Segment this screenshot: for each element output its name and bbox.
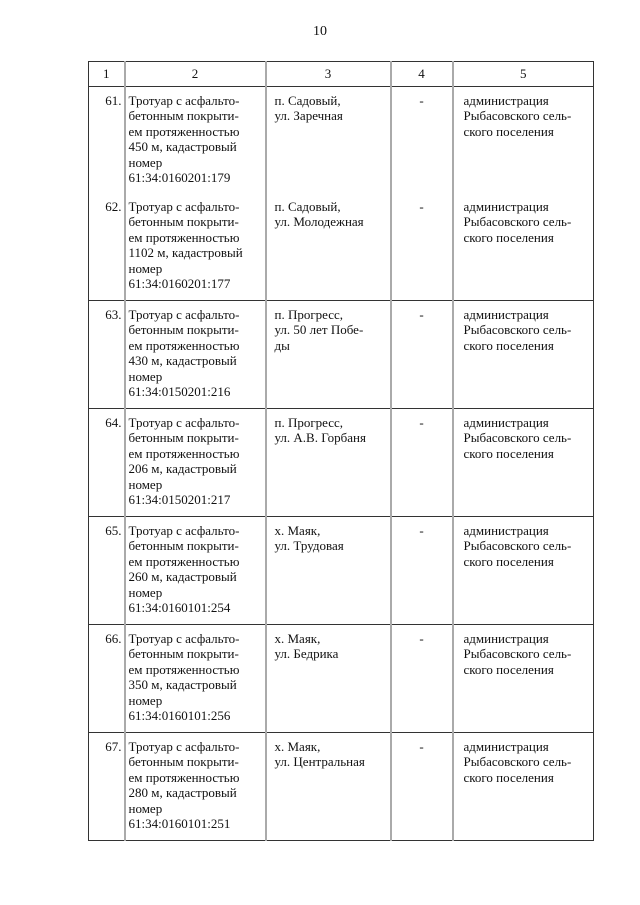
object-description	[125, 193, 266, 301]
table-row	[89, 87, 594, 194]
column-4-value: -	[391, 409, 453, 517]
object-description-line: 206 м, кадастровый	[128, 461, 237, 477]
object-address-line: п. Прогресс,	[274, 307, 344, 322]
object-description-line: Тротуар с асфальто-	[128, 199, 240, 214]
owner-name	[453, 517, 594, 625]
object-description	[125, 517, 266, 625]
object-description-line: ем протяженностью	[128, 769, 240, 785]
owner-name	[453, 301, 594, 409]
column-header: 3	[266, 62, 391, 87]
row-number: 63.	[89, 301, 125, 409]
row-number: 66.	[89, 625, 125, 733]
object-description-line: бетонным покрыти-	[128, 214, 239, 230]
table-header-row	[89, 62, 594, 87]
object-description-line: 350 м, кадастровый	[128, 677, 237, 693]
column-4-value: -	[391, 733, 453, 841]
row-number: 64.	[89, 409, 125, 517]
object-address	[266, 301, 391, 409]
owner-name-line: Рыбасовского сель-	[463, 538, 572, 554]
object-description-line: бетонным покрыти-	[128, 646, 239, 662]
object-address-line: ул. Заречная	[274, 108, 343, 124]
object-description-line: 430 м, кадастровый	[128, 353, 237, 369]
object-description-line: Тротуар с асфальто-	[128, 415, 240, 430]
object-description-line: Тротуар с асфальто-	[128, 739, 240, 754]
column-header: 4	[391, 62, 453, 87]
object-description-line: номер	[128, 368, 163, 384]
object-description-line: 61:34:0160101:256	[128, 708, 231, 724]
column-4-value: -	[391, 517, 453, 625]
object-description	[125, 733, 266, 841]
object-description-line: 1102 м, кадастровый	[128, 245, 243, 261]
object-description-line: бетонным покрыти-	[128, 108, 239, 124]
column-4-value: -	[391, 87, 453, 194]
object-address	[266, 409, 391, 517]
object-description-line: бетонным покрыти-	[128, 430, 239, 446]
owner-name-line: Рыбасовского сель-	[463, 214, 572, 230]
table-row	[89, 733, 594, 841]
owner-name-line: Рыбасовского сель-	[463, 430, 572, 446]
object-address-line: ул. А.В. Горбаня	[274, 430, 366, 446]
column-4-value: -	[391, 625, 453, 733]
object-description-line: ем протяженностью	[128, 445, 240, 461]
object-description-line: Тротуар с асфальто-	[128, 307, 240, 322]
object-address-line: ул. 50 лет Побе-	[274, 322, 364, 338]
object-description-line: бетонным покрыти-	[128, 322, 239, 338]
table-row	[89, 517, 594, 625]
owner-name-line: Рыбасовского сель-	[463, 754, 572, 770]
owner-name-line: ского поселения	[463, 337, 554, 353]
object-address	[266, 625, 391, 733]
object-address	[266, 87, 391, 194]
object-description-line: 280 м, кадастровый	[128, 785, 237, 801]
object-address	[266, 193, 391, 301]
object-description	[125, 625, 266, 733]
owner-name	[453, 733, 594, 841]
object-address-line: ул. Трудовая	[274, 538, 344, 554]
owner-name-line: ского поселения	[463, 661, 554, 677]
object-description-line: ем протяженностью	[128, 661, 240, 677]
owner-name-line: ского поселения	[463, 229, 554, 245]
object-description-line: 61:34:0150201:216	[128, 384, 231, 400]
owner-name	[453, 193, 594, 301]
owner-name	[453, 625, 594, 733]
column-header: 2	[125, 62, 266, 87]
owner-name-line: Рыбасовского сель-	[463, 322, 572, 338]
table-row	[89, 625, 594, 733]
object-address-line: х. Маяк,	[274, 631, 321, 646]
column-header: 1	[89, 62, 125, 87]
object-address-line: ул. Бедрика	[274, 646, 339, 662]
object-description-line: 61:34:0150201:217	[128, 492, 231, 508]
object-description-line: номер	[128, 154, 163, 170]
object-address-line: п. Садовый,	[274, 199, 341, 214]
owner-name-line: ского поселения	[463, 553, 554, 569]
column-4-value: -	[391, 301, 453, 409]
owner-name-line: ского поселения	[463, 445, 554, 461]
column-header: 5	[453, 62, 594, 87]
object-address-line: х. Маяк,	[274, 739, 321, 754]
table-body	[89, 87, 594, 841]
object-description-line: 260 м, кадастровый	[128, 569, 237, 585]
table-row	[89, 409, 594, 517]
table-row	[89, 193, 594, 301]
object-address-line: ул. Центральная	[274, 754, 365, 770]
object-description-line: номер	[128, 584, 163, 600]
object-description-line: Тротуар с асфальто-	[128, 523, 240, 538]
object-address-line: ул. Молодежная	[274, 214, 364, 230]
owner-name	[453, 409, 594, 517]
row-number: 65.	[89, 517, 125, 625]
object-address-line: ды	[274, 337, 290, 353]
object-description-line: 61:34:0160101:254	[128, 600, 231, 616]
owner-name-line: ского поселения	[463, 123, 554, 139]
owner-name-line: администрация	[463, 93, 549, 108]
object-description-line: Тротуар с асфальто-	[128, 631, 240, 646]
object-address	[266, 517, 391, 625]
owner-name	[453, 87, 594, 194]
object-description-line: ем протяженностью	[128, 337, 240, 353]
owner-name-line: администрация	[463, 739, 549, 754]
object-description-line: номер	[128, 800, 163, 816]
object-description-line: бетонным покрыти-	[128, 538, 239, 554]
owner-name-line: ского поселения	[463, 769, 554, 785]
owner-name-line: Рыбасовского сель-	[463, 646, 572, 662]
column-4-value: -	[391, 193, 453, 301]
object-description-line: 61:34:0160201:177	[128, 276, 231, 292]
owner-name-line: администрация	[463, 307, 549, 322]
object-address	[266, 733, 391, 841]
owner-name-line: администрация	[463, 415, 549, 430]
row-number: 61.	[89, 87, 125, 194]
object-description	[125, 409, 266, 517]
object-description-line: номер	[128, 260, 163, 276]
page-number: 10	[313, 24, 327, 39]
object-description-line: номер	[128, 692, 163, 708]
object-address-line: п. Прогресс,	[274, 415, 344, 430]
row-number: 67.	[89, 733, 125, 841]
owner-name-line: Рыбасовского сель-	[463, 108, 572, 124]
object-description-line: ем протяженностью	[128, 229, 240, 245]
object-address-line: п. Садовый,	[274, 93, 341, 108]
table-row	[89, 301, 594, 409]
object-description-line: ем протяженностью	[128, 123, 240, 139]
object-address-line: х. Маяк,	[274, 523, 321, 538]
object-description	[125, 87, 266, 194]
registry-table	[88, 61, 594, 841]
owner-name-line: администрация	[463, 199, 549, 214]
object-description-line: 450 м, кадастровый	[128, 139, 237, 155]
owner-name-line: администрация	[463, 631, 549, 646]
object-description-line: 61:34:0160201:179	[128, 170, 231, 186]
object-description-line: Тротуар с асфальто-	[128, 93, 240, 108]
object-description-line: ем протяженностью	[128, 553, 240, 569]
row-number: 62.	[89, 193, 125, 301]
object-description-line: номер	[128, 476, 163, 492]
owner-name-line: администрация	[463, 523, 549, 538]
object-description-line: бетонным покрыти-	[128, 754, 239, 770]
object-description-line: 61:34:0160101:251	[128, 816, 231, 832]
object-description	[125, 301, 266, 409]
